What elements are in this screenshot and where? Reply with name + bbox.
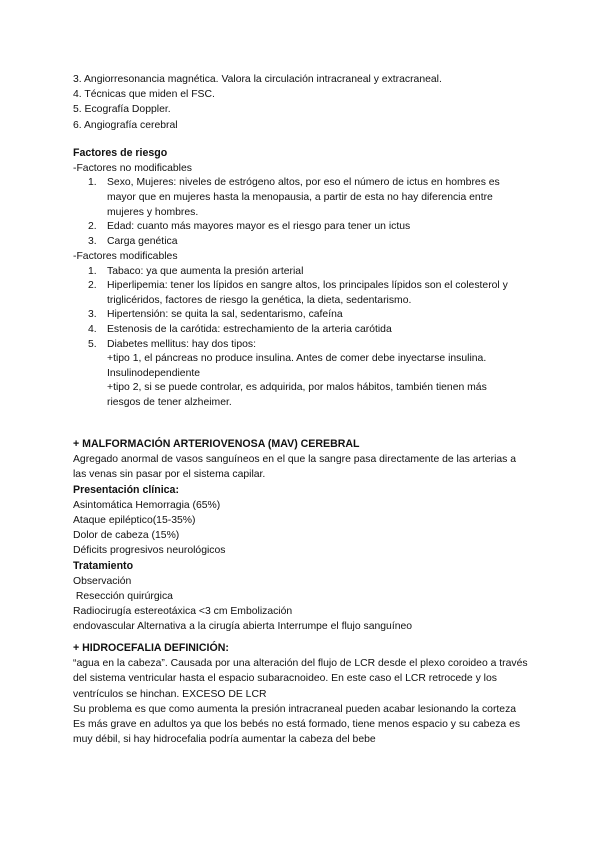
treatment-title: Tratamiento <box>73 559 134 572</box>
list-item: 3. Hipertensión: se quita la sal, sedentarismo, cafeína <box>88 309 343 321</box>
diabetes-type-1: +tipo 1, el páncreas no produce insulina. Antes de comer debe inyectarse insulina. Insulinodependiente <box>107 353 487 379</box>
list-item: Observación <box>73 575 132 587</box>
mav-title: + MALFORMACIÓN ARTERIOVENOSA (MAV) CEREBRAL <box>73 438 360 450</box>
list-item: Ataque epiléptico(15-35%) <box>73 515 196 527</box>
diabetes-type-2: +tipo 2, si se puede controlar, es adquirida, por malos hábitos, también tienen más riesgos de tener alzheimer. <box>107 382 487 408</box>
list-item: 5. Diabetes mellitus: hay dos tipos: <box>88 338 257 350</box>
list-item: 1. Tabaco: ya que aumenta la presión arterial <box>88 265 304 277</box>
mav-section <box>73 437 528 635</box>
list-item: 3. Angiorresonancia magnética. Valora la circulación intracraneal y extracraneal. <box>73 74 442 85</box>
modifiable-label: -Factores modificables <box>73 251 178 263</box>
list-item: 4. Estenosis de la carótida: estrechamiento de la arteria carótida <box>88 323 392 335</box>
nonmodifiable-list <box>73 176 518 249</box>
hydrocephalus-title: + HIDROCEFALIA DEFINICIÓN: <box>73 642 229 654</box>
mav-intro: Agregado anormal de vasos sanguíneos en el que la sangre pasa directamente de las arterias a las venas sin pasar por el sistema capilar. <box>73 454 517 481</box>
modifiable-list <box>73 265 518 353</box>
risk-factors-section <box>73 146 518 411</box>
list-item: 4. Técnicas que miden el FSC. <box>73 89 215 101</box>
list-item: Resección quirúrgica <box>73 591 173 603</box>
hydrocephalus-paragraph: “agua en la cabeza”. Causada por una alteración del flujo de LCR desde el plexo coroideo a través del sistema ventricular hasta el espacio subaracnoideo. En este caso el LCR retrocede y los ventrículos se hinchan. EXCESO DE LCR <box>73 658 528 700</box>
list-item: Déficits progresivos neurológicos <box>73 545 226 557</box>
list-item: Dolor de cabeza (15%) <box>73 530 180 542</box>
nonmodifiable-label: -Factores no modificables <box>73 163 192 175</box>
imaging-list <box>73 72 533 133</box>
hydrocephalus-section <box>73 641 528 747</box>
list-item: 2. Hiperlipemia: tener los lípidos en sangre altos, los principales lípidos son el colesterol y triglicéridos, factores de riesgo la genética, la dieta, sedentarismo. <box>88 280 508 306</box>
list-item: 1. Sexo, Mujeres: niveles de estrógeno altos, por eso el número de ictus en hombres es mayor que en mujeres hasta la menopausia, a partir de esta no hay diferencia entre mujeres y hombres. <box>88 177 500 218</box>
list-item: 3. Carga genética <box>88 235 178 247</box>
risk-factors-title: Factores de riesgo <box>73 147 168 159</box>
list-item: 2. Edad: cuanto más mayores mayor es el riesgo para tener un ictus <box>88 221 411 233</box>
list-item: 5. Ecografía Doppler. <box>73 104 171 116</box>
list-item: Radiocirugía estereotáxica <3 cm Embolización <box>73 606 293 618</box>
hydrocephalus-paragraph: Es más grave en adultos ya que los bebés no está formado, tiene menos espacio y su cabeza es muy débil, si hay hidrocefalia podría aumentar la cabeza del bebe <box>73 719 521 746</box>
list-item: endovascular Alternativa a la cirugía abierta Interrumpe el flujo sanguíneo <box>73 621 413 633</box>
presentation-title: Presentación clínica: <box>73 483 179 496</box>
hydrocephalus-paragraph: Su problema es que como aumenta la presión intracraneal pueden acabar lesionando la corteza <box>73 703 517 715</box>
list-item: Asintomática Hemorragia (65%) <box>73 499 221 511</box>
list-item: 6. Angiografía cerebral <box>73 119 178 131</box>
